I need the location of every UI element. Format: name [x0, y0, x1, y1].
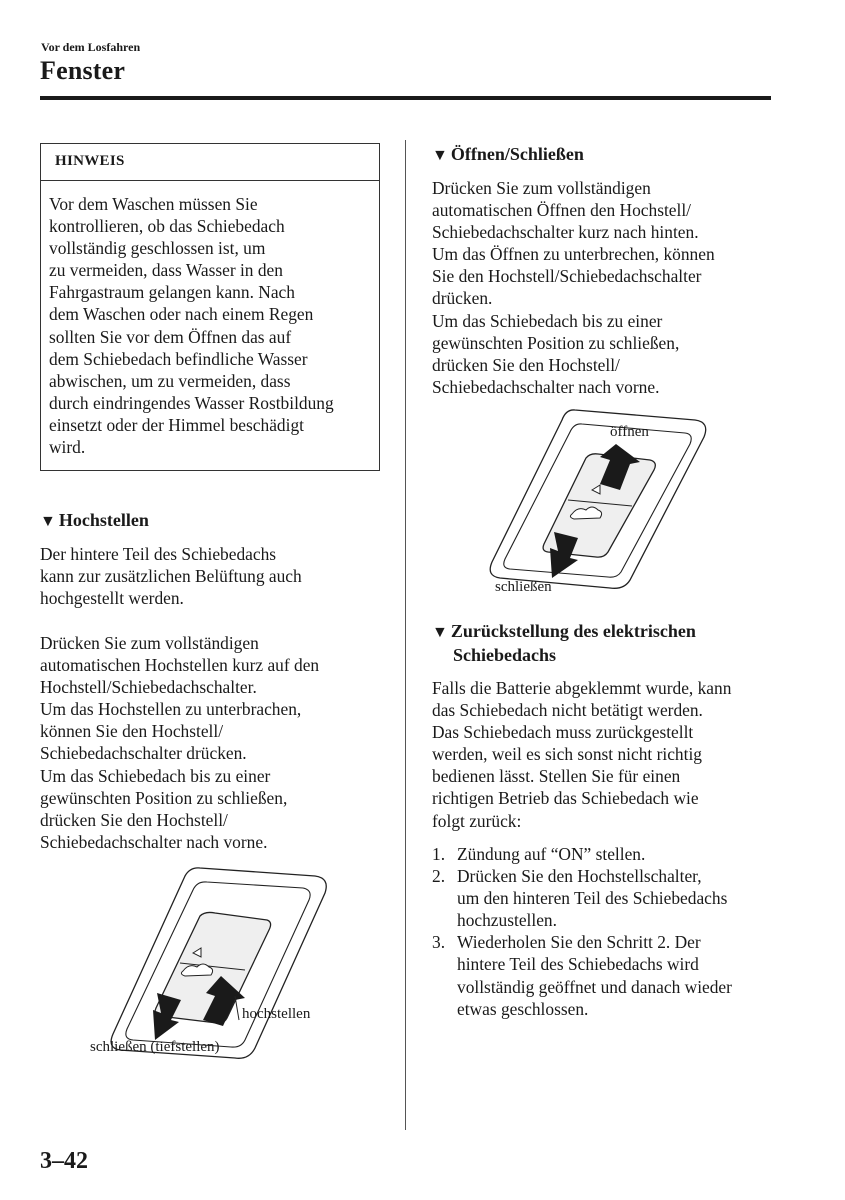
note-line: sollten Sie vor dem Öffnen das auf: [49, 326, 292, 347]
text-line: Schiebedachschalter drücken.: [40, 743, 247, 764]
text-line: automatischen Öffnen den Hochstell/: [432, 200, 692, 221]
hochstellen-intro: [40, 543, 302, 609]
text-line: bedienen lässt. Stellen Sie für einen: [432, 766, 681, 787]
triangle-marker-icon: ▼: [432, 624, 448, 641]
text-line: kann zur zusätzlichen Belüftung auch: [40, 566, 302, 587]
title-rule: [40, 96, 771, 100]
hochstellen-heading-text: Hochstellen: [58, 510, 149, 530]
text-line: Drücken Sie zum vollständigen: [40, 633, 259, 653]
hochstellen-body: [40, 632, 319, 853]
text-line: gewünschten Position zu schließen,: [40, 787, 288, 808]
text-line: Schiebedachschalter nach vorne.: [40, 831, 268, 852]
text-line: Drücken Sie zum vollständigen: [432, 178, 651, 198]
list-item: [432, 931, 777, 1019]
oeffnen-heading-text: Öffnen/Schließen: [450, 144, 584, 164]
text-line: richtigen Betrieb das Schiebedach wie: [432, 788, 699, 809]
step-number: 3.: [432, 932, 446, 953]
triangle-marker-icon: ▼: [40, 513, 56, 530]
text-line: Sie den Hochstell/Schiebedachschalter: [432, 266, 702, 287]
reset-heading: [432, 620, 696, 667]
tilt-switch-illustration: [85, 858, 375, 1068]
list-item: [432, 865, 777, 931]
note-line: zu vermeiden, dass Wasser in den: [49, 260, 283, 281]
text-line: folgt zurück:: [432, 810, 522, 831]
section-label: Vor dem Losfahren: [41, 40, 141, 54]
note-label: HINWEIS: [41, 144, 379, 181]
text-line: Drücken Sie den Hochstellschalter,: [457, 866, 702, 887]
text-line: Um das Öffnen zu unterbrechen, können: [432, 244, 715, 265]
triangle-marker-icon: ▼: [432, 147, 448, 164]
figure-label-hochstellen: hochstellen: [242, 1006, 311, 1022]
oeffnen-body: [432, 177, 715, 398]
page-title: Fenster: [40, 56, 126, 85]
text-line: automatischen Hochstellen kurz auf den: [40, 655, 320, 676]
note-line: einsetzt oder der Himmel beschädigt: [49, 414, 304, 435]
note-line: durch eindringendes Wasser Rostbildung: [49, 392, 334, 413]
text-line: Um das Schiebedach bis zu einer: [432, 310, 663, 331]
text-line: das Schiebedach nicht betätigt werden.: [432, 700, 703, 721]
note-line: wird.: [49, 437, 86, 458]
text-line: Zündung auf “ON” stellen.: [457, 844, 646, 864]
note-line: kontrollieren, ob das Schiebedach: [49, 216, 285, 237]
text-line: Schiebedachschalter kurz nach hinten.: [432, 222, 699, 243]
reset-heading-line1: Zurückstellung des elektrischen: [450, 621, 696, 641]
text-line: Wiederholen Sie den Schritt 2. Der: [457, 932, 701, 953]
text-line: hochgestellt werden.: [40, 588, 184, 609]
note-box: [40, 143, 380, 471]
text-line: können Sie den Hochstell/: [40, 721, 224, 742]
slide-switch-illustration: [480, 402, 730, 592]
text-line: Das Schiebedach muss zurückgestellt: [432, 722, 694, 743]
text-line: gewünschten Position zu schließen,: [432, 332, 680, 353]
note-line: vollständig geschlossen ist, um: [49, 238, 266, 259]
text-line: werden, weil es sich sonst nicht richtig: [432, 744, 702, 765]
figure-label-schliessen: schließen: [495, 579, 552, 595]
list-item: [432, 843, 777, 865]
note-line: abwischen, um zu vermeiden, dass: [49, 370, 291, 391]
page-number: 3–42: [40, 1148, 88, 1174]
text-line: Hochstell/Schiebedachschalter.: [40, 677, 257, 698]
text-line: Der hintere Teil des Schiebedachs: [40, 544, 277, 564]
text-line: vollständig geöffnet und danach wieder: [457, 976, 732, 997]
text-line: Um das Schiebedach bis zu einer: [40, 765, 271, 786]
text-line: Um das Hochstellen zu unterbrachen,: [40, 699, 302, 720]
text-line: Schiebedachschalter nach vorne.: [432, 376, 660, 397]
oeffnen-heading: [432, 143, 584, 167]
reset-body: [432, 677, 731, 832]
note-line: Fahrgastraum gelangen kann. Nach: [49, 282, 295, 303]
note-line: dem Waschen oder nach einem Regen: [49, 304, 314, 325]
text-line: hochzustellen.: [457, 910, 557, 931]
step-number: 1.: [432, 844, 446, 864]
note-text: [41, 181, 379, 458]
text-line: drücken Sie den Hochstell/: [432, 354, 620, 375]
text-line: hintere Teil des Schiebedachs wird: [457, 954, 699, 975]
column-divider: [405, 140, 406, 1130]
step-number: 2.: [432, 866, 446, 887]
note-line: dem Schiebedach befindliche Wasser: [49, 348, 308, 369]
hochstellen-heading: [40, 509, 149, 533]
reset-steps: [432, 843, 777, 1020]
note-line: Vor dem Waschen müssen Sie: [49, 194, 258, 214]
text-line: um den hinteren Teil des Schiebedachs: [457, 888, 728, 909]
text-line: drücken.: [432, 288, 493, 309]
text-line: etwas geschlossen.: [457, 998, 589, 1019]
text-line: Falls die Batterie abgeklemmt wurde, kann: [432, 678, 732, 698]
figure-label-schliessen-tiefstellen: schließen (tiefstellen): [90, 1039, 220, 1055]
text-line: drücken Sie den Hochstell/: [40, 809, 228, 830]
figure-label-oeffnen: öffnen: [610, 424, 649, 440]
reset-heading-line2: Schiebedachs: [453, 645, 557, 665]
